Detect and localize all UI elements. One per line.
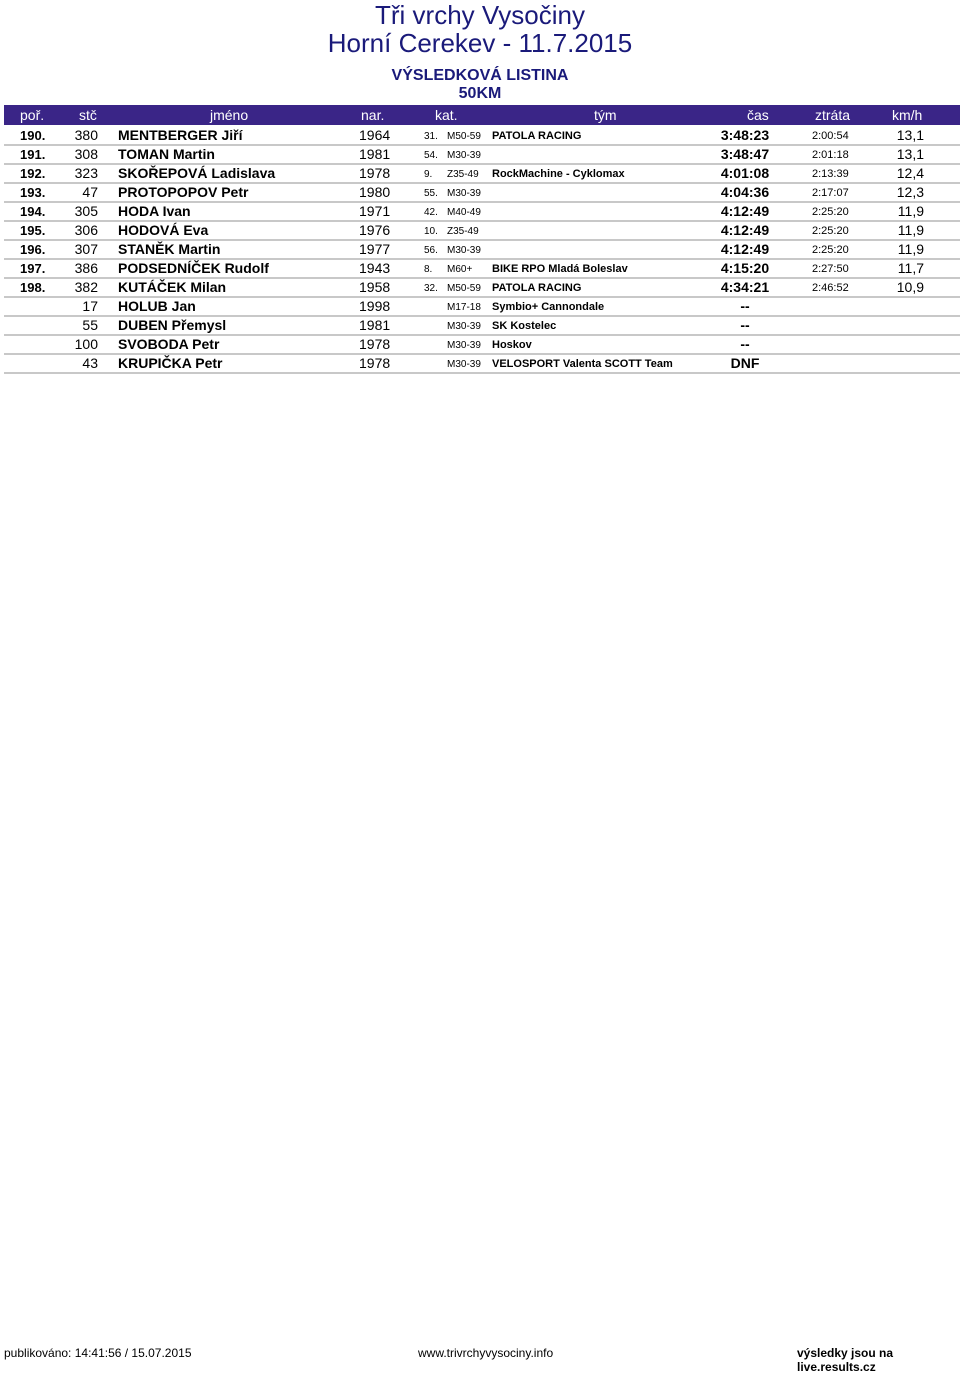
table-row <box>4 222 960 241</box>
col-nar: nar. <box>361 107 385 123</box>
team-name: Symbio+ Cannondale <box>492 301 605 313</box>
birth-year: 1978 <box>359 336 391 352</box>
start-number: 55 <box>82 317 98 333</box>
rank-position: 193. <box>20 185 46 200</box>
start-number: 43 <box>82 355 98 371</box>
finish-time: -- <box>740 336 750 352</box>
category-rank: 31. <box>424 131 438 142</box>
category: M30-39 <box>447 359 481 370</box>
time-loss: 2:46:52 <box>812 282 849 294</box>
time-loss: 2:25:20 <box>812 244 849 256</box>
racer-name: PROTOPOPOV Petr <box>118 184 249 200</box>
time-loss: 2:27:50 <box>812 263 849 275</box>
category: M40-49 <box>447 207 481 218</box>
finish-time: 3:48:23 <box>720 127 770 143</box>
col-ztrata: ztráta <box>815 107 851 123</box>
team-name: Hoskov <box>492 339 532 351</box>
table-row <box>4 127 960 146</box>
racer-name: HOLUB Jan <box>118 298 196 314</box>
results-note: výsledky jsou na live.results.cz <box>797 1346 894 1374</box>
racer-name: MENTBERGER Jiří <box>118 127 243 143</box>
time-loss: 2:25:20 <box>812 206 849 218</box>
published-timestamp: publikováno: 14:41:56 / 15.07.2015 <box>4 1346 192 1360</box>
team-name: PATOLA RACING <box>492 130 582 142</box>
birth-year: 1981 <box>359 317 391 333</box>
rank-position: 198. <box>20 280 46 295</box>
start-number: 380 <box>74 127 98 143</box>
average-speed: 11,9 <box>897 241 924 257</box>
finish-time: -- <box>740 298 750 314</box>
rank-position: 191. <box>20 147 46 162</box>
birth-year: 1978 <box>359 165 391 181</box>
start-number: 305 <box>74 203 98 219</box>
racer-name: SVOBODA Petr <box>118 336 220 352</box>
racer-name: HODA Ivan <box>118 203 191 219</box>
table-row <box>4 241 960 260</box>
start-number: 47 <box>82 184 98 200</box>
category: M30-39 <box>447 188 481 199</box>
category: M30-39 <box>447 245 481 256</box>
birth-year: 1981 <box>359 146 391 162</box>
category-rank: 9. <box>424 169 433 180</box>
category: M50-59 <box>447 131 481 142</box>
table-row <box>4 203 960 222</box>
category: M60+ <box>447 264 473 275</box>
start-number: 307 <box>74 241 98 257</box>
rank-position: 195. <box>20 223 46 238</box>
team-name: SK Kostelec <box>492 320 557 332</box>
start-number: 17 <box>82 298 98 314</box>
finish-time: 3:48:47 <box>720 146 770 162</box>
table-row <box>4 317 960 336</box>
col-kat: kat. <box>435 107 458 123</box>
average-speed: 11,9 <box>897 203 924 219</box>
birth-year: 1978 <box>359 355 391 371</box>
team-name: VELOSPORT Valenta SCOTT Team <box>492 358 673 370</box>
category: M30-39 <box>447 150 481 161</box>
rank-position: 194. <box>20 204 46 219</box>
category: M30-39 <box>447 321 481 332</box>
finish-time: 4:12:49 <box>720 203 770 219</box>
category: M30-39 <box>447 340 481 351</box>
table-row <box>4 184 960 203</box>
event-title: Tři vrchy Vysočiny <box>375 0 585 30</box>
category-rank: 42. <box>424 207 438 218</box>
start-number: 382 <box>74 279 98 295</box>
category-rank: 56. <box>424 245 438 256</box>
col-stc: stč <box>79 107 97 123</box>
birth-year: 1943 <box>359 260 391 276</box>
birth-year: 1980 <box>359 184 391 200</box>
racer-name: PODSEDNÍČEK Rudolf <box>118 260 269 276</box>
birth-year: 1971 <box>359 203 391 219</box>
birth-year: 1977 <box>359 241 391 257</box>
finish-time: DNF <box>730 355 760 371</box>
table-row <box>4 260 960 279</box>
start-number: 306 <box>74 222 98 238</box>
finish-time: -- <box>740 317 750 333</box>
table-row <box>4 146 960 165</box>
team-name: RockMachine - Cyklomax <box>492 168 625 180</box>
table-header <box>4 105 960 125</box>
start-number: 308 <box>74 146 98 162</box>
racer-name: KRUPIČKA Petr <box>118 355 223 371</box>
results-heading: VÝSLEDKOVÁ LISTINA <box>391 67 569 84</box>
event-date-location: Horní Cerekev - 11.7.2015 <box>327 28 633 58</box>
birth-year: 1964 <box>359 127 391 143</box>
start-number: 323 <box>74 165 98 181</box>
website-link[interactable]: www.trivrchyvysociny.info <box>418 1346 554 1360</box>
average-speed: 10,9 <box>896 279 924 295</box>
racer-name: STANĚK Martin <box>118 241 221 257</box>
birth-year: 1976 <box>359 222 391 238</box>
category: M50-59 <box>447 283 481 294</box>
category-rank: 10. <box>424 226 438 237</box>
time-loss: 2:25:20 <box>812 225 849 237</box>
rank-position: 192. <box>20 166 46 181</box>
rank-position: 190. <box>20 128 46 143</box>
finish-time: 4:12:49 <box>720 222 770 238</box>
finish-time: 4:34:21 <box>720 279 770 295</box>
time-loss: 2:13:39 <box>812 168 849 180</box>
table-row <box>4 279 960 298</box>
time-loss: 2:01:18 <box>812 149 849 161</box>
rank-position: 197. <box>20 261 46 276</box>
finish-time: 4:12:49 <box>720 241 770 257</box>
racer-name: HODOVÁ Eva <box>118 222 209 238</box>
table-row <box>4 355 960 374</box>
average-speed: 11,9 <box>897 222 924 238</box>
finish-time: 4:15:20 <box>720 260 770 276</box>
category-rank: 54. <box>424 150 438 161</box>
start-number: 386 <box>74 260 98 276</box>
col-cas: čas <box>747 107 769 123</box>
finish-time: 4:04:36 <box>720 184 770 200</box>
team-name: BIKE RPO Mladá Boleslav <box>492 263 628 275</box>
category-rank: 55. <box>424 188 438 199</box>
category-rank: 8. <box>424 264 433 275</box>
racer-name: SKOŘEPOVÁ Ladislava <box>118 165 276 181</box>
rank-position: 196. <box>20 242 46 257</box>
racer-name: DUBEN Přemysl <box>118 317 227 333</box>
average-speed: 11,7 <box>897 260 924 276</box>
col-jmeno: jméno <box>210 107 249 123</box>
category: Z35-49 <box>447 169 479 180</box>
average-speed: 13,1 <box>896 127 924 143</box>
finish-time: 4:01:08 <box>720 165 770 181</box>
time-loss: 2:17:07 <box>812 187 849 199</box>
birth-year: 1958 <box>359 279 391 295</box>
table-row <box>4 336 960 355</box>
time-loss: 2:00:54 <box>812 130 849 142</box>
category: M17-18 <box>447 302 481 313</box>
average-speed: 13,1 <box>896 146 924 162</box>
category: Z35-49 <box>447 226 479 237</box>
team-name: PATOLA RACING <box>492 282 582 294</box>
col-tym: tým <box>594 107 617 123</box>
average-speed: 12,3 <box>896 184 924 200</box>
start-number: 100 <box>74 336 98 352</box>
category-rank: 32. <box>424 283 438 294</box>
average-speed: 12,4 <box>896 165 924 181</box>
table-row <box>4 165 960 184</box>
racer-name: KUTÁČEK Milan <box>118 279 227 295</box>
table-row <box>4 298 960 317</box>
racer-name: TOMAN Martin <box>118 146 215 162</box>
birth-year: 1998 <box>359 298 391 314</box>
col-kmh: km/h <box>892 107 923 123</box>
col-por: poř. <box>20 107 45 123</box>
distance-heading: 50KM <box>458 85 502 102</box>
